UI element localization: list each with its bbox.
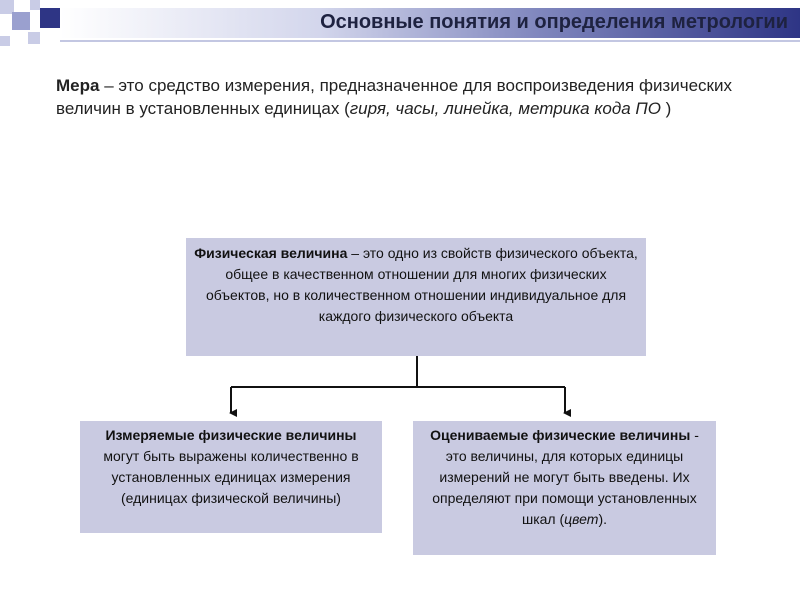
measurable-quantities-text: могут быть выражены количественно в установленных единицах измерения (единицах физической величины) [103, 448, 359, 506]
estimated-quantities-box [413, 421, 716, 555]
physical-quantity-term: Физическая величина [194, 245, 348, 261]
physical-quantity-text: – это одно из свойств физического объекта, общее в качественном отношении для многих физических объектов, но в количественном отношении индивидуальное для каждого физического объекта [205, 245, 638, 324]
definition-body: – это средство измерения, предназначенное для воспроизведения физических величин в установленных единицах ( [56, 76, 732, 118]
estimated-quantities-text: - это величины, для которых единицы измерений не могут быть введены. Их определяют при помощи установленных шкал ( [432, 427, 699, 527]
estimated-quantities-closing: ). [598, 511, 608, 527]
physical-quantity-box [186, 238, 646, 356]
estimated-quantities-example: цвет [564, 511, 599, 527]
slide-title: Основные понятия и определения метрологии [320, 11, 788, 33]
measurable-quantities-term: Измеряемые физические величины [105, 427, 357, 443]
definition-examples: гиря, часы, линейка, метрика кода ПО [349, 99, 661, 118]
measurable-quantities-box [80, 421, 382, 533]
definition-closing: ) [660, 99, 672, 118]
definition-term: Мера [56, 76, 100, 95]
estimated-quantities-term: Оцениваемые физические величины [430, 427, 691, 443]
